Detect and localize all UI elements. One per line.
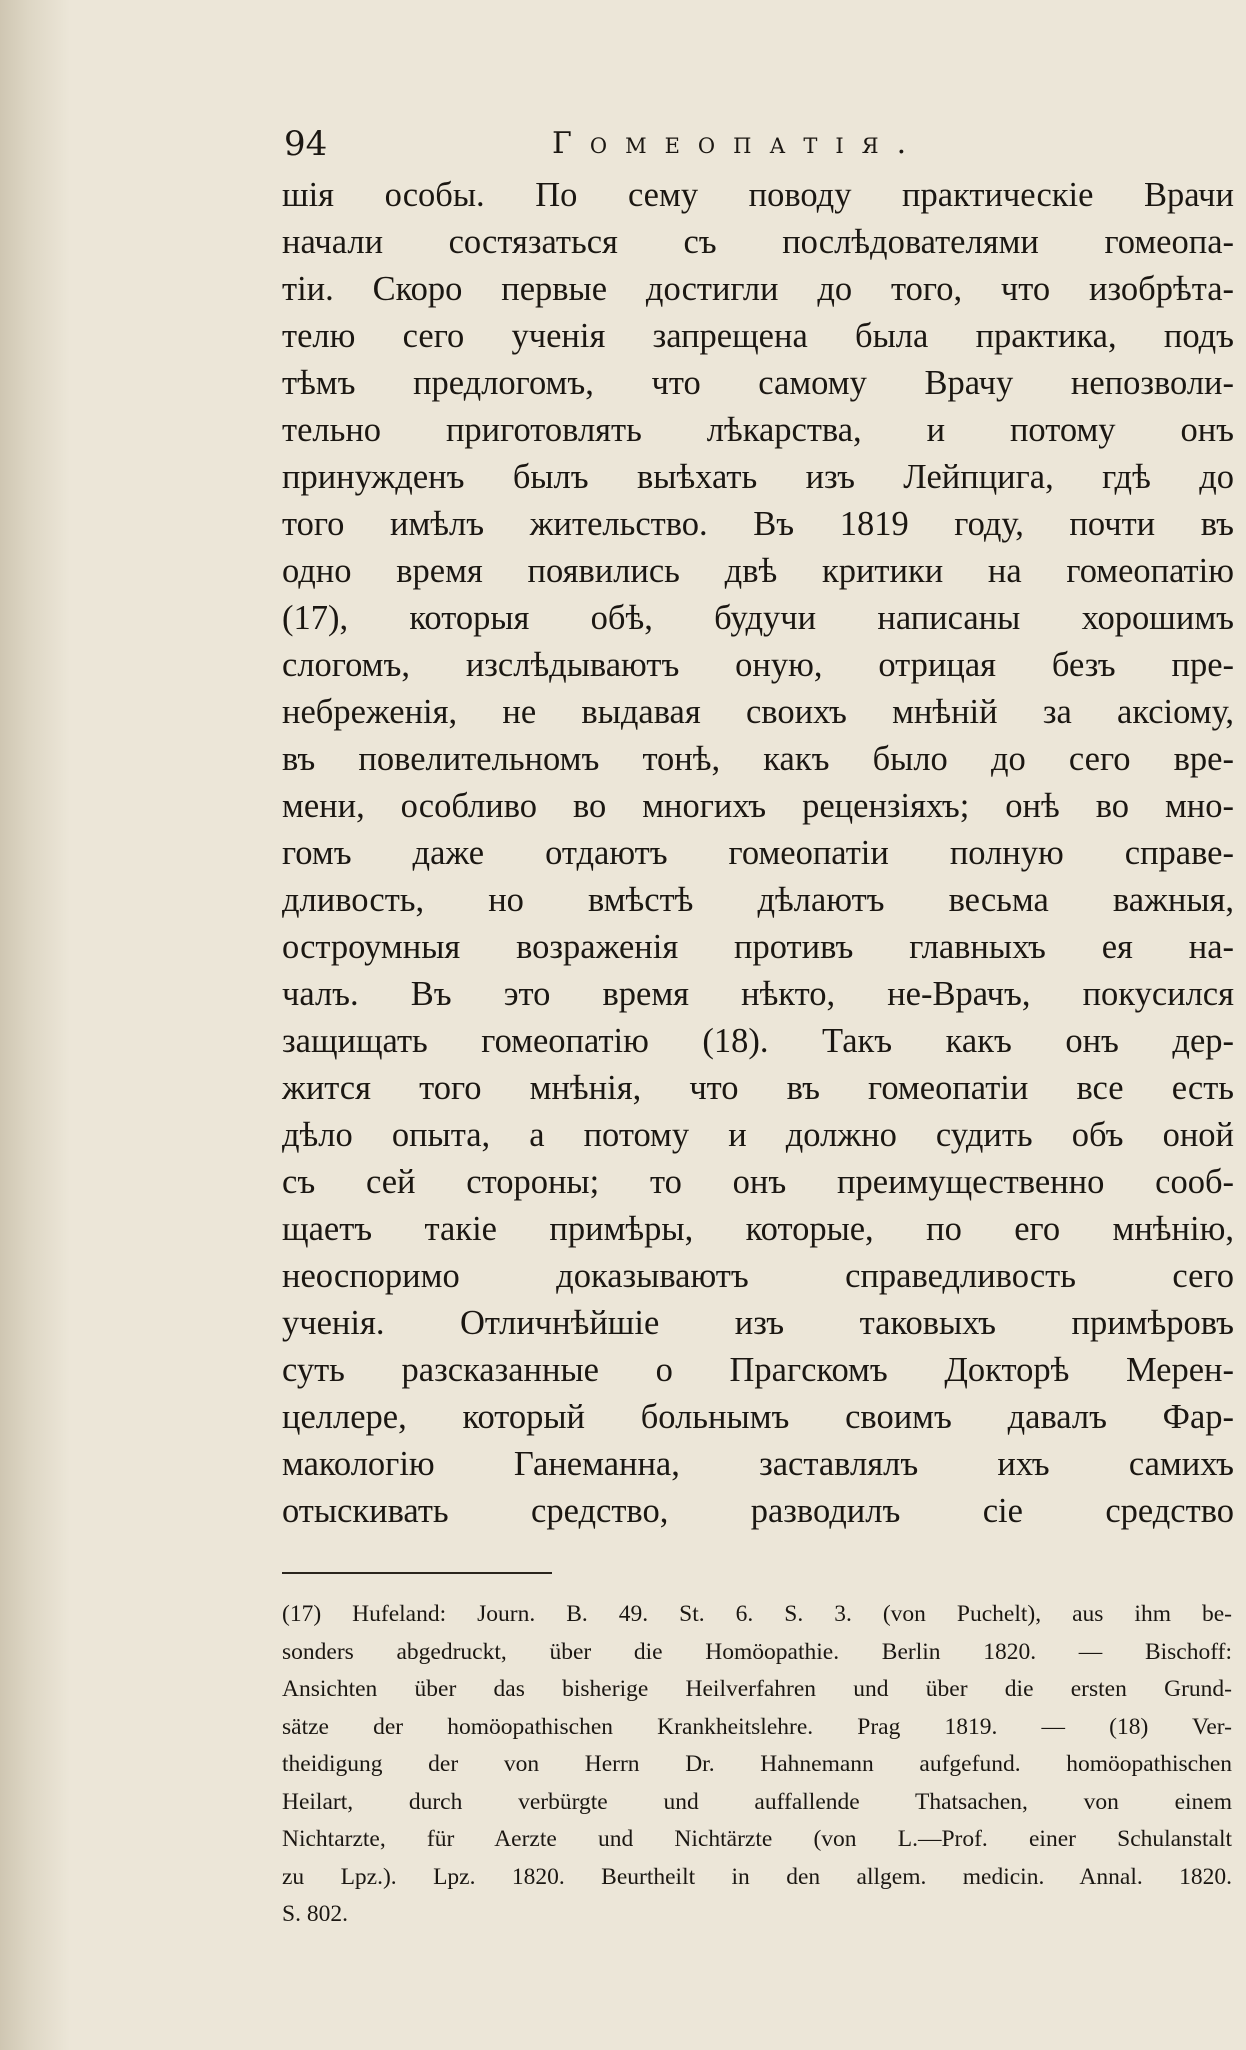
footnote-line: Heilart, durch verbürgte und auffallende Thatsachen, von einem — [282, 1788, 1232, 1815]
text-line: чалъ. Въ это время нѣкто, не-Врачъ, покусился — [282, 975, 1234, 1013]
text-line: небреженія, не выдавая своихъ мнѣній за аксіому, — [282, 693, 1234, 731]
footnotes — [282, 1596, 1232, 1934]
text-line: защищать гомеопатію (18). Такъ какъ онъ дер- — [282, 1022, 1234, 1060]
text-line: одно время появились двѣ критики на гомеопатію — [282, 552, 1234, 590]
text-line: (17), которыя обѣ, будучи написаны хорошимъ — [282, 599, 1234, 637]
text-line: принужденъ былъ выѣхать изъ Лейпцига, гдѣ до — [282, 458, 1234, 496]
footnote-line: S. 802. — [282, 1901, 348, 1927]
text-line: въ повелительномъ тонѣ, какъ было до сего вре- — [282, 740, 1234, 778]
text-line: суть разсказанные о Прагскомъ Докторѣ Меpен- — [282, 1351, 1234, 1389]
footnote-divider — [282, 1572, 552, 1574]
text-line: тельно приготовлять лѣкарства, и потому онъ — [282, 411, 1234, 449]
footnote-line: theidigung der von Herrn Dr. Hahnemann aufgefund. homöopathischen — [282, 1751, 1232, 1777]
text-line: целлере, который больнымъ своимъ давалъ Фар- — [282, 1398, 1234, 1436]
footnote-line: zu Lpz.). Lpz. 1820. Beurtheilt in den allgem. medicin. Annal. 1820. — [282, 1863, 1232, 1890]
text-line: телю сего ученія запрещена была практика, подъ — [282, 317, 1234, 355]
text-line: начали состязаться съ послѣдователями гомеопа- — [282, 223, 1234, 261]
footnote-line: (17) Hufeland: Journ. B. 49. St. 6. S. 3. (von Puchelt), aus ihm be- — [282, 1601, 1232, 1627]
text-line: шія особы. По сему поводу практическіе Врачи — [282, 176, 1234, 214]
text-line: тіи. Скоро первые достигли до того, что изобрѣта- — [282, 270, 1234, 308]
text-line: отыскивать средство, разводилъ сіе средство — [282, 1492, 1234, 1530]
text-line: щаетъ такіе примѣры, которые, по его мнѣнію, — [282, 1210, 1234, 1248]
text-line: гомъ даже отдаютъ гомеопатіи полную справе- — [282, 834, 1234, 872]
text-line: мени, особливо во многихъ рецензіяхъ; онѣ во мно- — [282, 787, 1234, 825]
book-spine-shadow — [0, 0, 70, 2050]
text-line: тѣмъ предлогомъ, что самому Врачу непозволи- — [282, 364, 1234, 402]
text-line: дѣло опыта, а потому и должно судить объ оной — [282, 1116, 1234, 1154]
running-title: Гомеопатія. — [552, 126, 925, 161]
page-number: 94 — [284, 124, 328, 164]
text-line: остроумныя возраженія противъ главныхъ ея на- — [282, 928, 1234, 966]
text-line: жится того мнѣнія, что въ гомеопатіи все есть — [282, 1069, 1234, 1107]
text-line: ученія. Отличнѣйшіе изъ таковыхъ примѣровъ — [282, 1304, 1234, 1342]
text-line: съ сей стороны; то онъ преимущественно сооб- — [282, 1163, 1234, 1201]
footnote-line: sätze der homöopathischen Krankheitslehre. Prag 1819. — (18) Ver- — [282, 1713, 1232, 1740]
page-header — [282, 118, 1232, 170]
footnote-line: Nichtarzte, für Aerzte und Nichtärzte (von L.—Prof. einer Schulanstalt — [282, 1826, 1232, 1852]
footnote-line: sonders abgedruckt, über die Homöopathie. Berlin 1820. — Bischoff: — [282, 1638, 1232, 1665]
body-text — [282, 172, 1232, 1535]
footnote-line: Ansichten über das bisherige Heilverfahren und über die ersten Grund- — [282, 1676, 1232, 1702]
text-line: слогомъ, изслѣдываютъ оную, отрицая безъ пре- — [282, 646, 1234, 684]
text-line: неоспоримо доказываютъ справедливость сего — [282, 1257, 1234, 1295]
book-page — [282, 118, 1232, 1535]
text-line: дливость, но вмѣстѣ дѣлаютъ весьма важныя, — [282, 881, 1234, 919]
text-line: макологію Ганеманна, заставлялъ ихъ самихъ — [282, 1445, 1234, 1483]
text-line: того имѣлъ жительство. Въ 1819 году, почти въ — [282, 505, 1234, 543]
